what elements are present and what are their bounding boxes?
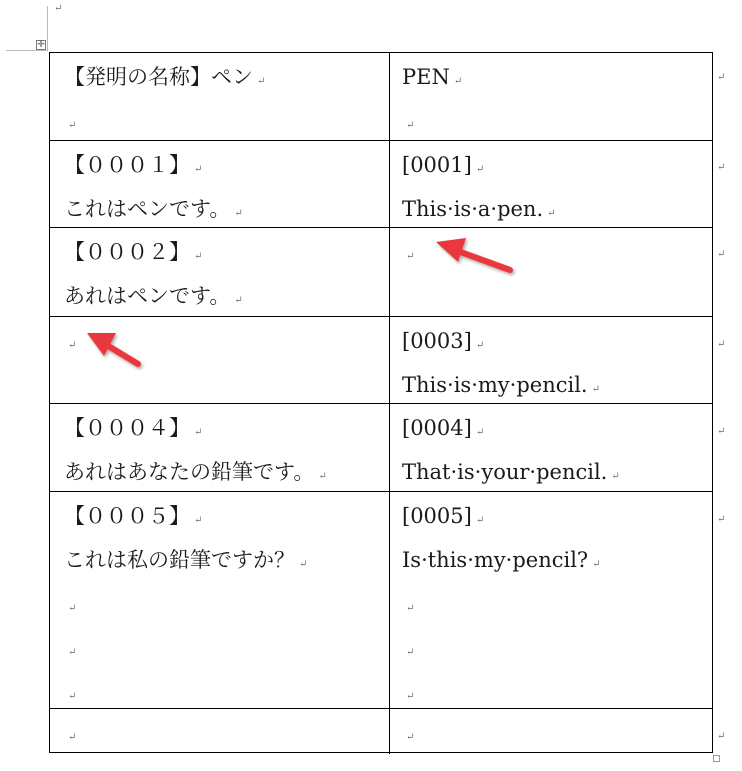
table-row: [50, 228, 712, 317]
cell-text: PEN: [402, 65, 450, 89]
end-of-row-mark: ↵: [717, 731, 726, 742]
cell-text: [0001]: [402, 153, 472, 177]
cell-paragraph: [64, 636, 76, 665]
cell-paragraph: [64, 65, 265, 94]
paragraph-mark: ↵: [194, 427, 203, 438]
cell-paragraph: [402, 65, 462, 94]
cell-text: This·is·a·pen.: [402, 197, 544, 221]
paragraph-mark: ↵: [194, 515, 203, 526]
end-of-row-mark: ↵: [717, 514, 726, 525]
bilingual-table[interactable]: [49, 52, 713, 753]
cell-text: あれはペンです。: [64, 284, 231, 308]
cell-text: [0004]: [402, 416, 472, 440]
table-row: [50, 492, 712, 709]
cell-paragraph: [64, 284, 243, 313]
cell-paragraph: [402, 636, 414, 665]
english-cell[interactable]: [390, 141, 712, 227]
cell-paragraph: [64, 416, 202, 445]
cell-text: 【０００４】: [64, 416, 190, 440]
english-cell[interactable]: [390, 317, 712, 403]
cell-paragraph: [402, 109, 414, 138]
table-row: [50, 317, 712, 404]
cell-paragraph: [402, 460, 620, 489]
english-cell[interactable]: [390, 228, 712, 316]
english-cell[interactable]: [390, 709, 712, 754]
cell-paragraph: [64, 721, 76, 750]
paragraph-mark: ↵: [318, 471, 327, 482]
cell-paragraph: [64, 197, 243, 226]
paragraph-mark: ↵: [611, 471, 620, 482]
end-of-row-mark: ↵: [717, 162, 726, 173]
japanese-cell[interactable]: [50, 404, 390, 491]
end-of-row-mark: ↵: [717, 249, 726, 260]
paragraph-mark: ↵: [68, 732, 77, 743]
japanese-cell[interactable]: [50, 492, 390, 708]
english-cell[interactable]: [390, 53, 712, 140]
japanese-cell[interactable]: [50, 141, 390, 227]
paragraph-mark: ↵: [194, 251, 203, 262]
cell-paragraph: [64, 504, 202, 533]
paragraph-mark: ↵: [68, 120, 77, 131]
cell-text: あれはあなたの鉛筆です。: [64, 460, 315, 484]
cell-paragraph: [64, 592, 76, 621]
cell-paragraph: [64, 240, 202, 269]
cell-paragraph: [402, 373, 600, 402]
paragraph-mark: ↵: [406, 251, 415, 262]
cell-paragraph: [64, 329, 76, 358]
top-paragraph-mark: ↵: [54, 3, 63, 14]
cell-paragraph: [402, 592, 414, 621]
paragraph-mark: ↵: [475, 164, 485, 175]
cell-paragraph: [64, 153, 202, 182]
cell-paragraph: [64, 680, 76, 709]
table-resize-handle[interactable]: [713, 755, 720, 762]
cell-paragraph: [402, 504, 484, 533]
paragraph-mark: ↵: [68, 340, 77, 351]
cell-paragraph: [64, 548, 307, 577]
cell-text: That·is·your·pencil.: [402, 460, 608, 484]
paragraph-mark: ↵: [406, 732, 415, 743]
cell-text: 【０００２】: [64, 240, 190, 264]
paragraph-mark: ↵: [406, 691, 415, 702]
cell-paragraph: [402, 240, 414, 269]
paragraph-mark: ↵: [453, 76, 463, 87]
cell-text: これはペンです。: [64, 197, 231, 221]
paragraph-mark: ↵: [68, 647, 77, 658]
cell-text: これは私の鉛筆ですか？: [64, 548, 295, 572]
english-cell[interactable]: [390, 404, 712, 491]
cell-paragraph: [402, 416, 484, 445]
page-corner-mark-vertical: [47, 6, 48, 50]
paragraph-mark: ↵: [257, 76, 266, 87]
cell-text: [0003]: [402, 329, 472, 353]
cell-text: 【発明の名称】ペン: [64, 65, 253, 89]
cell-paragraph: [64, 109, 76, 138]
cell-paragraph: [402, 153, 484, 182]
cell-paragraph: [402, 329, 484, 358]
paragraph-mark: ↵: [475, 340, 485, 351]
paragraph-mark: ↵: [406, 120, 415, 131]
japanese-cell[interactable]: [50, 317, 390, 403]
cell-paragraph: [402, 548, 601, 577]
cell-paragraph: [402, 721, 414, 750]
japanese-cell[interactable]: [50, 709, 390, 754]
paragraph-mark: ↵: [406, 603, 415, 614]
table-row: [50, 53, 712, 141]
cell-paragraph: [402, 197, 556, 226]
japanese-cell[interactable]: [50, 228, 390, 316]
end-of-row-mark: ↵: [717, 339, 726, 350]
paragraph-mark: ↵: [68, 691, 77, 702]
paragraph-mark: ↵: [234, 208, 243, 219]
paragraph-mark: ↵: [547, 208, 556, 219]
cell-text: 【０００１】: [64, 153, 190, 177]
table-row: [50, 709, 712, 754]
cell-text: [0005]: [402, 504, 472, 528]
english-cell[interactable]: [390, 492, 712, 708]
table-row: [50, 141, 712, 228]
table-row: [50, 404, 712, 492]
cell-paragraph: [402, 680, 414, 709]
paragraph-mark: ↵: [194, 164, 203, 175]
paragraph-mark: ↵: [406, 647, 415, 658]
paragraph-mark: ↵: [592, 559, 601, 570]
page-corner-mark-horizontal: [6, 50, 48, 51]
cell-paragraph: [64, 460, 327, 489]
table-move-handle[interactable]: ✛: [37, 40, 45, 50]
cell-text: Is·this·my·pencil?: [402, 548, 589, 572]
paragraph-mark: ↵: [475, 515, 485, 526]
paragraph-mark: ↵: [234, 295, 243, 306]
paragraph-mark: ↵: [591, 384, 600, 395]
japanese-cell[interactable]: [50, 53, 390, 140]
cell-text: 【０００５】: [64, 504, 190, 528]
paragraph-mark: ↵: [475, 427, 485, 438]
end-of-row-mark: ↵: [717, 72, 726, 83]
paragraph-mark: ↵: [299, 559, 308, 570]
paragraph-mark: ↵: [68, 603, 77, 614]
cell-text: This·is·my·pencil.: [402, 373, 588, 397]
end-of-row-mark: ↵: [717, 426, 726, 437]
